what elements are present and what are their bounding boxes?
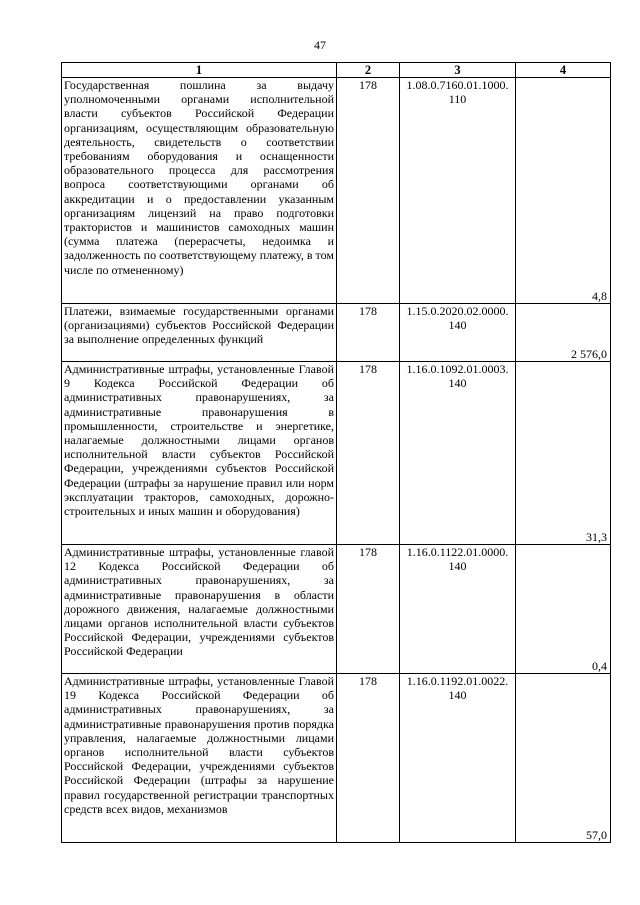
page-number: 47 — [314, 38, 326, 52]
revenue-table — [61, 62, 611, 843]
row-admin-code: 178 — [337, 78, 400, 304]
row-description: Административные штрафы, установленные главой 12 Кодекса Российской Федерации об административных правонарушениях, за административные правонарушения в области дорожного движения, налагаемые должностными лицами органов исполнительной власти субъектов Российской Федерации, учреждениями субъектов Российской Федерации — [62, 545, 337, 674]
row-admin-code: 178 — [337, 674, 400, 843]
table-header-row — [62, 63, 611, 78]
row-amount: 31,3 — [516, 362, 611, 545]
row-description: Государственная пошлина за выдачу уполномоченными органами исполнительной власти субъектов Российской Федерации организациям, осуществляющим образовательную деятельность, свидетельств о соответствии требованиям оборудования и оснащенности образовательного процесса для рассмотрения вопроса соответствующими органами об аккредитации и о предоставлении указанным организациям лицензий на право подготовки трактористов и машинистов самоходных машин (сумма платежа (перерасчеты, недоимка и задолженность по соответствующему платежу, в том числе по отмененному) — [62, 78, 337, 304]
table-row — [62, 304, 611, 362]
row-amount: 57,0 — [516, 674, 611, 843]
row-description: Административные штрафы, установленные Главой 9 Кодекса Российской Федерации об административных правонарушениях, за административные правонарушения в промышленности, строительстве и энергетике, налагаемые должностными лицами органов исполнительной власти субъектов Российской Федерации, учреждениями субъектов Российской Федерации (штрафы за нарушение правил или норм эксплуатации тракторов, самоходных, дорожно-строительных и иных машин и оборудования) — [62, 362, 337, 545]
row-budget-code: 1.16.0.1122.01.0000. 140 — [400, 545, 516, 674]
row-admin-code: 178 — [337, 362, 400, 545]
header-col-3: 3 — [400, 63, 516, 78]
row-budget-code: 1.16.0.1092.01.0003. 140 — [400, 362, 516, 545]
table-row — [62, 674, 611, 843]
table-row — [62, 78, 611, 304]
table-row — [62, 362, 611, 545]
row-description: Платежи, взимаемые государственными органами (организациями) субъектов Российской Федерации за выполнение определенных функций — [62, 304, 337, 362]
row-budget-code: 1.15.0.2020.02.0000. 140 — [400, 304, 516, 362]
table-row — [62, 545, 611, 674]
row-description: Административные штрафы, установленные Главой 19 Кодекса Российской Федерации об административных правонарушениях, за административные правонарушения против порядка управления, налагаемые должностными лицами органов исполнительной власти субъектов Российской Федерации, учреждениями субъектов Российской Федерации (штрафы за нарушение правил государственной регистрации транспортных средств всех видов, механизмов — [62, 674, 337, 843]
row-admin-code: 178 — [337, 304, 400, 362]
row-amount: 4,8 — [516, 78, 611, 304]
header-col-1: 1 — [62, 63, 337, 78]
row-budget-code: 1.08.0.7160.01.1000. 110 — [400, 78, 516, 304]
row-amount: 0,4 — [516, 545, 611, 674]
row-budget-code: 1.16.0.1192.01.0022. 140 — [400, 674, 516, 843]
header-col-2: 2 — [337, 63, 400, 78]
row-admin-code: 178 — [337, 545, 400, 674]
row-amount: 2 576,0 — [516, 304, 611, 362]
header-col-4: 4 — [516, 63, 611, 78]
